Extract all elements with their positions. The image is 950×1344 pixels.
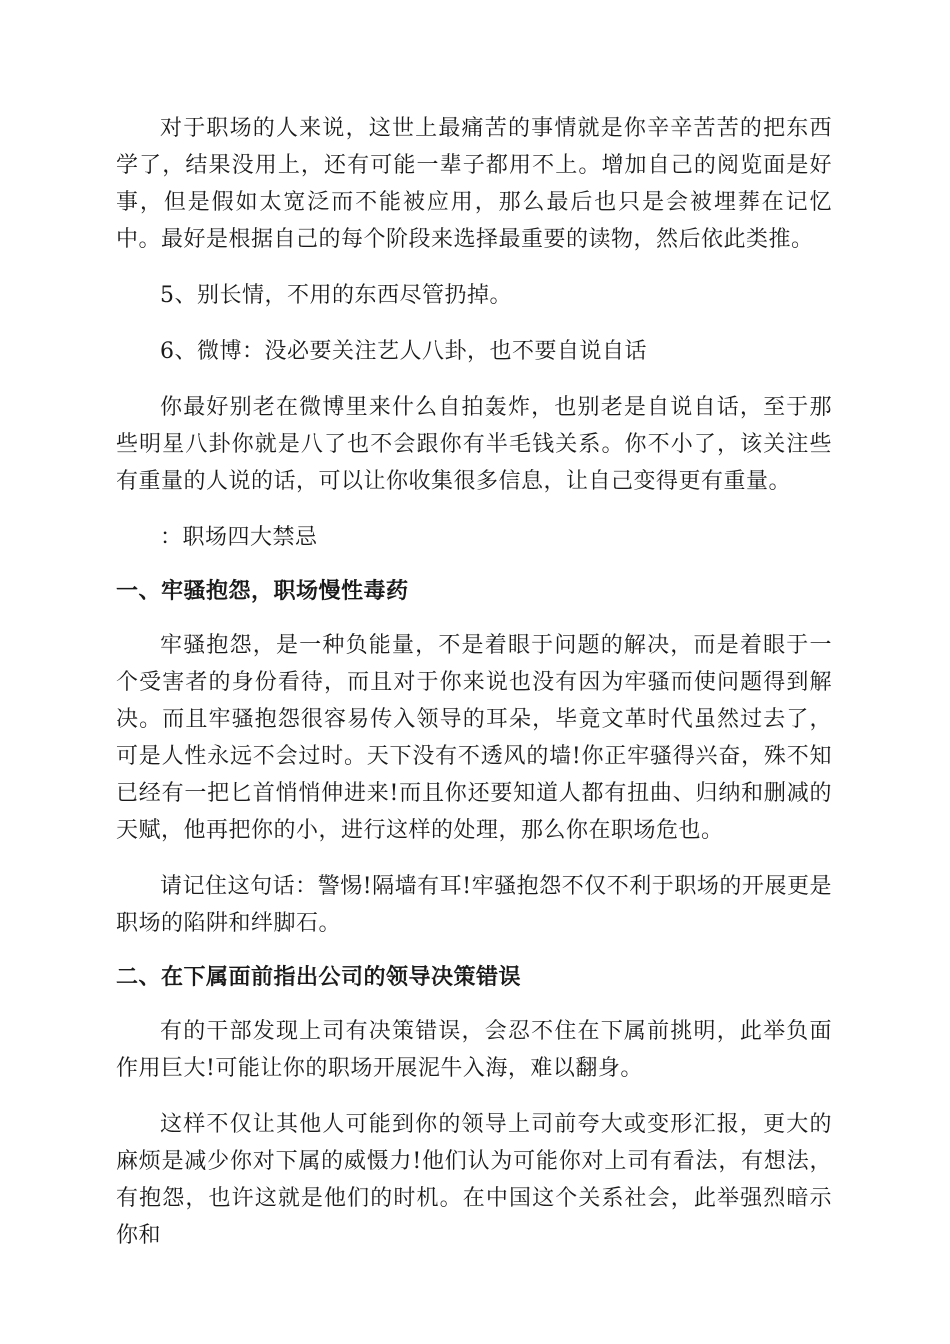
paragraph-consequences: 这样不仅让其他人可能到你的领导上司前夸大或变形汇报，更大的麻烦是减少你对下属的威慑力!他们认为可能你对上司有看法，有想法，有抱怨，也许这就是他们的时机。在中国这个关系社会，此举强烈暗示你和 (116, 1112, 832, 1248)
heading-criticizing-leader: 二、在下属面前指出公司的领导决策错误 (116, 965, 522, 990)
paragraph-complaints-remember: 请记住这句话：警惕!隔墙有耳!牢骚抱怨不仅不利于职场的开展更是职场的陷阱和绊脚石。 (116, 874, 832, 936)
list-item-6: 6、微博：没必要关注艺人八卦，也不要自说自话 (160, 339, 647, 364)
paragraph-weibo-advice: 你最好别老在微博里来什么自拍轰炸，也别老是自说自话，至于那些明星八卦你就是八了也不会跟你有半毛钱关系。你不小了，该关注些有重量的人说的话，可以让你收集很多信息，让自己变得更有重量。 (116, 395, 832, 494)
paragraph-complaints: 牢骚抱怨，是一种负能量，不是着眼于问题的解决，而是着眼于一个受害者的身份看待，而且对于你来说也没有因为牢骚而使问题得到解决。而且牢骚抱怨很容易传入领导的耳朵，毕竟文革时代虽然过去了，可是人性永远不会过时。天下没有不透风的墙!你正牢骚得兴奋，殊不知已经有一把匕首悄悄伸进来!而且你还要知道人都有扭曲、归纳和删减的天赋，他再把你的小，进行这样的处理，那么你在职场危也。 (116, 633, 832, 843)
heading-complaints: 一、牢骚抱怨，职场慢性毒药 (116, 579, 409, 604)
list-item-5: 5、别长情，不用的东西尽管扔掉。 (160, 283, 512, 308)
paragraph-criticizing-leader: 有的干部发现上司有决策错误，会忍不住在下属前挑明，此举负面作用巨大!可能让你的职场开展泥牛入海，难以翻身。 (116, 1019, 832, 1081)
paragraph-reading-advice: 对于职场的人来说，这世上最痛苦的事情就是你辛辛苦苦的把东西学了，结果没用上，还有可能一辈子都用不上。增加自己的阅览面是好事，但是假如太宽泛而不能被应用，那么最后也只是会被埋葬在记忆中。最好是根据自己的每个阶段来选择最重要的读物，然后依此类推。 (116, 116, 832, 252)
document-page (116, 110, 832, 1254)
section-title-taboos: ：职场四大禁忌 (160, 525, 318, 550)
